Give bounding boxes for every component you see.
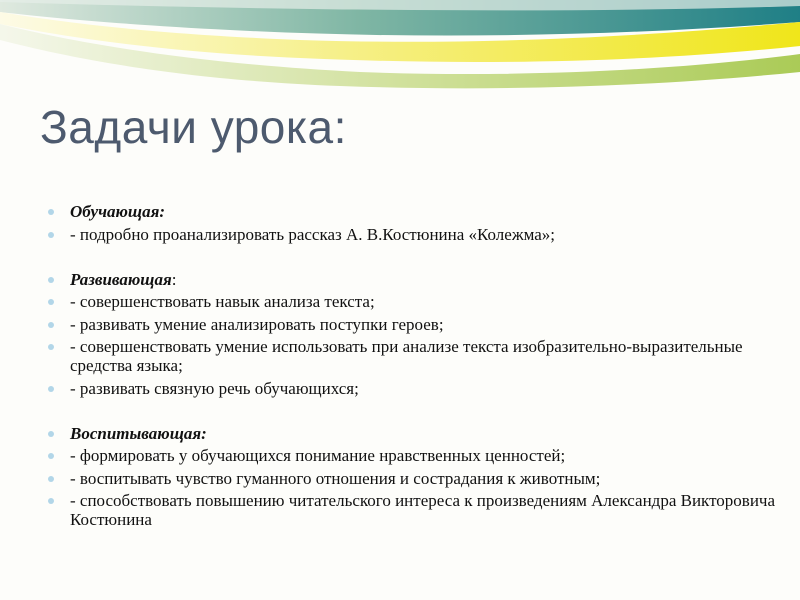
- bullet-icon: [48, 232, 54, 238]
- bullet-icon: [48, 476, 54, 482]
- bullet-icon: [48, 453, 54, 459]
- slide-title: Задачи урока:: [40, 101, 347, 153]
- bullet-icon: [48, 299, 54, 305]
- list-item: - развивать умение анализировать поступки героев;: [48, 315, 778, 334]
- bullet-icon: [48, 344, 54, 350]
- spacer: [48, 401, 778, 420]
- bullet-icon: [48, 277, 54, 283]
- bullet-icon: [48, 209, 54, 215]
- list-item: - совершенствовать умение использовать при анализе текста изобразительно-выразительные средства языка;: [48, 337, 778, 375]
- bullet-icon: [48, 431, 54, 437]
- section-heading-developing: Развивающая:: [48, 270, 778, 289]
- bullet-icon: [48, 386, 54, 392]
- task-list: [48, 202, 778, 533]
- bullet-icon: [48, 498, 54, 504]
- list-item: - воспитывать чувство гуманного отношения и сострадания к животным;: [48, 469, 778, 488]
- list-item: - развивать связную речь обучающихся;: [48, 379, 778, 398]
- list-item: - формировать у обучающихся понимание нравственных ценностей;: [48, 446, 778, 465]
- section-heading-learning: Обучающая:: [48, 202, 778, 221]
- section-heading-upbringing: Воспитывающая:: [48, 424, 778, 443]
- list-item: - способствовать повышению читательского интереса к произведениям Александра Викторовича Костюнина: [48, 491, 778, 529]
- header-swoosh-decoration: [0, 0, 800, 100]
- spacer: [48, 247, 778, 266]
- bullet-icon: [48, 322, 54, 328]
- list-item: - совершенствовать навык анализа текста;: [48, 292, 778, 311]
- list-item: - подробно проанализировать рассказ А. В.Костюнина «Колежма»;: [48, 225, 778, 244]
